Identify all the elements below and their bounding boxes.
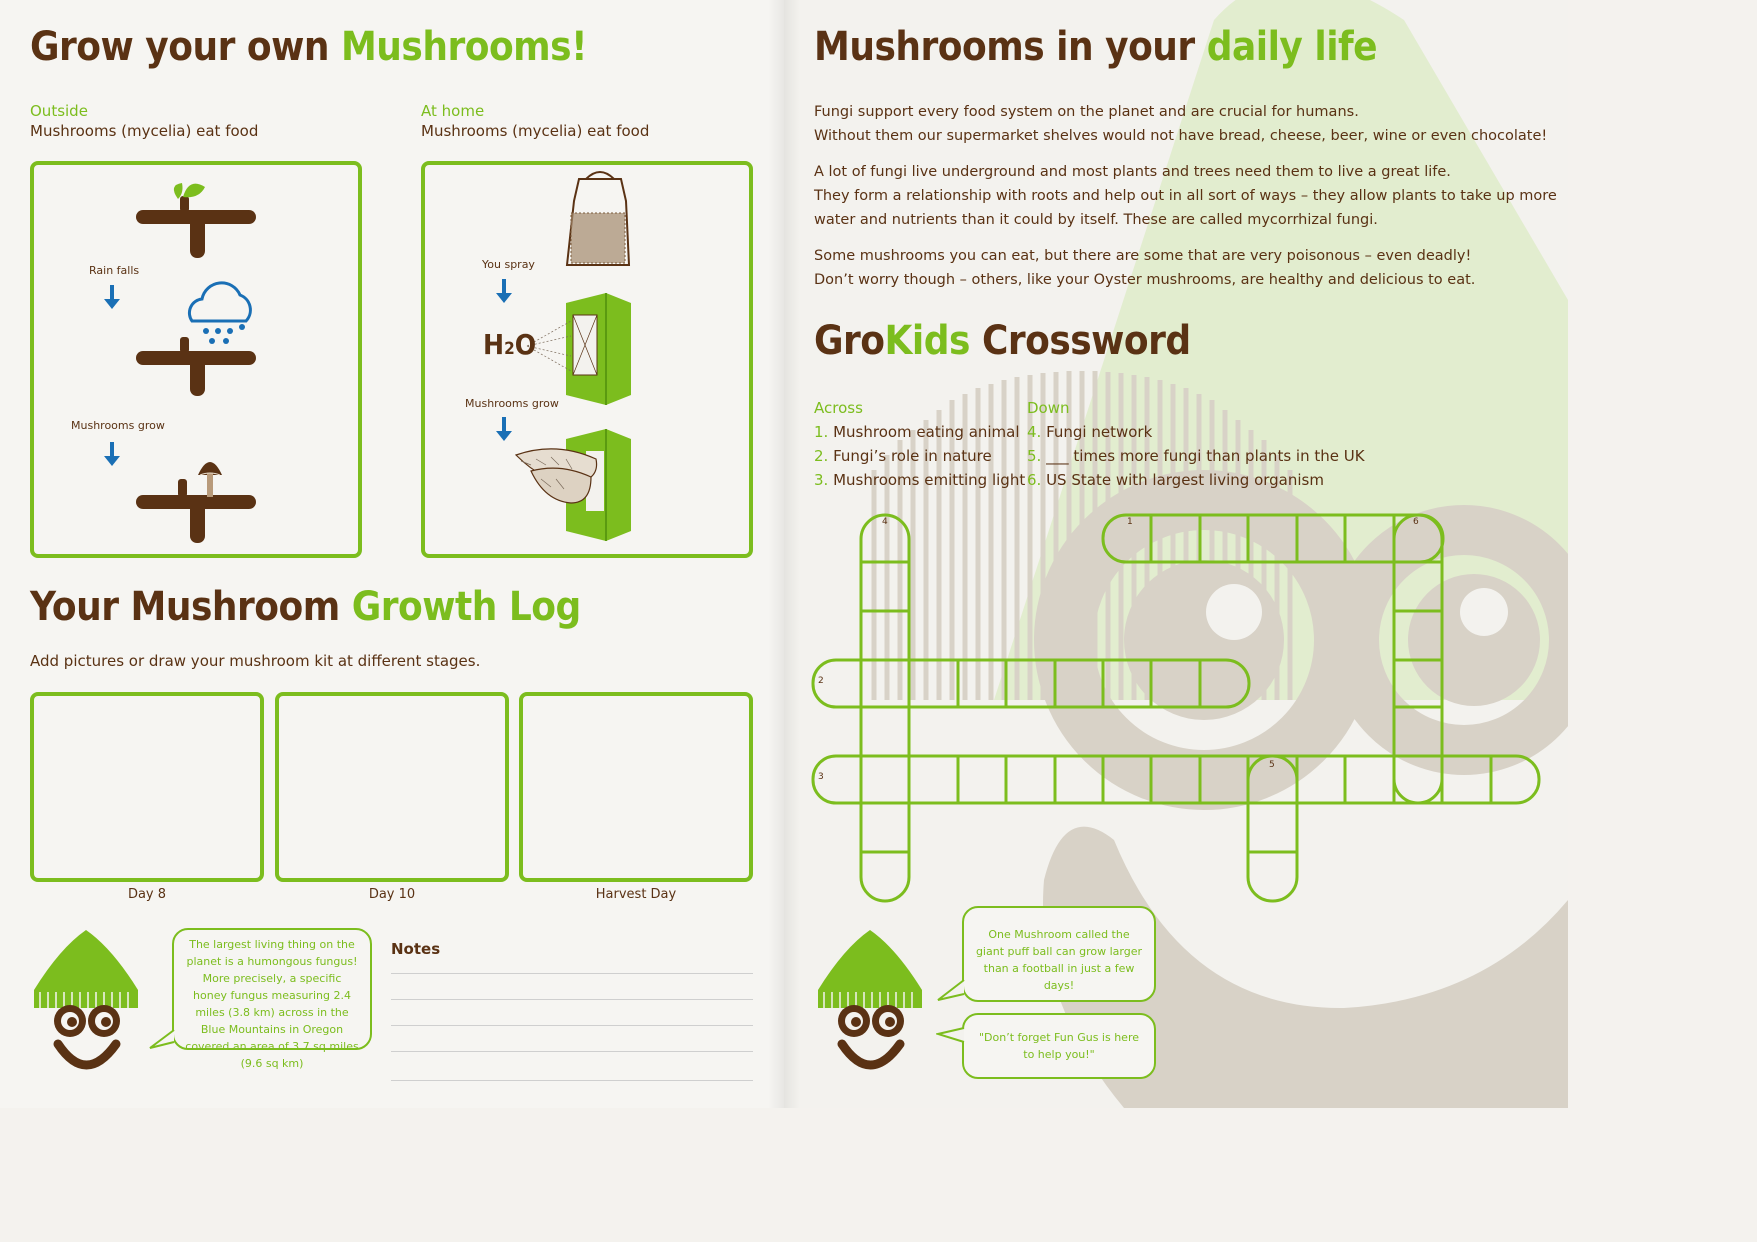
branch-icon (136, 479, 256, 543)
daily-life-title: Mushrooms in your daily life (814, 24, 1378, 70)
arrow-down-icon (496, 417, 512, 441)
notes-line[interactable] (391, 1025, 753, 1026)
outside-subtitle: Mushrooms (mycelia) eat food (30, 122, 259, 140)
bubble-tail (148, 1028, 178, 1052)
bubble-tail (936, 1024, 966, 1048)
arrow-down-icon (104, 285, 120, 309)
arrow-down-icon (496, 279, 512, 303)
clue-down-4: 4. Fungi network (1027, 423, 1153, 441)
grid-number-2: 2 (818, 676, 824, 686)
crossword-title: GroKids Crossword (814, 318, 1191, 364)
grid-number-3: 3 (818, 772, 824, 782)
log-box-day10[interactable] (275, 692, 509, 882)
paragraph-2: A lot of fungi live underground and most plants and trees need them to live a great life. They form a relationship with roots and help out in all sort of ways – they allow plants to take up more water and nutrients than it could by itself. These are called mycorrhizal fungi. (814, 164, 1557, 228)
clue-down-6: 6. US State with largest living organism (1027, 471, 1324, 489)
outside-step1-label: Rain falls (89, 264, 140, 277)
fun-gus-mascot-icon (28, 926, 148, 1086)
paragraph-1: Fungi support every food system on the planet and are crucial for humans. Without them our supermarket shelves would not have bread, cheese, beer, wine or even chocolate! (814, 104, 1548, 144)
outside-heading: Outside (30, 102, 88, 120)
notes-line[interactable] (391, 1051, 753, 1052)
notes-line[interactable] (391, 973, 753, 974)
fun-gus-bubble: "Don’t forget Fun Gus is here to help you!" (962, 1013, 1156, 1079)
grid-number-6: 6 (1413, 517, 1419, 527)
fact-bubble: The largest living thing on the planet is a humongous fungus! More precisely, a specific honey fungus measuring 2.4 miles (3.8 km) across in the Blue Mountains in Oregon covered an area of 3.7 sq miles (9.6 sq km) (172, 928, 372, 1050)
clue-across-1: 1. Mushroom eating animal (814, 423, 1020, 441)
cloud-rain-icon (189, 283, 250, 344)
sprout-icon (174, 183, 205, 199)
bubble-tail (936, 978, 966, 1002)
clue-down-5: 5. ___ times more fungi than plants in the UK (1027, 447, 1365, 465)
grow-bag-icon (567, 172, 629, 265)
log-box-harvest[interactable] (519, 692, 753, 882)
branch-icon (136, 196, 256, 258)
outside-step2-label: Mushrooms grow (71, 419, 165, 432)
log-caption-day8: Day 8 (127, 887, 167, 902)
across-heading: Across (814, 399, 863, 417)
book-gutter (768, 0, 800, 1108)
mushroom-icon (198, 462, 222, 497)
athome-step2-label: Mushrooms grow (465, 397, 559, 410)
athome-illustration (421, 161, 753, 558)
athome-step1-label: You spray (482, 258, 535, 271)
left-page (0, 0, 784, 1108)
oyster-mushroom-icon (516, 449, 597, 503)
grid-number-4: 4 (882, 517, 888, 527)
athome-heading: At home (421, 102, 485, 120)
notes-line[interactable] (391, 1080, 753, 1081)
paragraph-3: Some mushrooms you can eat, but there are some that are very poisonous – even deadly! Don’t worry though – others, like your Oyster mushrooms, are healthy and delicious to eat. (814, 248, 1476, 288)
clue-across-3: 3. Mushrooms emitting light (814, 471, 1026, 489)
grid-number-1: 1 (1127, 517, 1133, 527)
fun-gus-mascot-icon (812, 926, 932, 1086)
notes-label: Notes (391, 940, 441, 958)
puffball-bubble: One Mushroom called the giant puff ball can grow larger than a football in just a few days! (962, 906, 1156, 1002)
outside-illustration (30, 161, 362, 558)
log-box-day8[interactable] (30, 692, 264, 882)
right-page (784, 0, 1568, 1108)
log-caption-day10: Day 10 (368, 887, 416, 902)
growth-log-title: Your Mushroom Growth Log (30, 584, 581, 630)
grow-box-icon (566, 293, 631, 405)
clue-across-2: 2. Fungi’s role in nature (814, 447, 992, 465)
down-heading: Down (1027, 399, 1070, 417)
athome-subtitle: Mushrooms (mycelia) eat food (421, 122, 650, 140)
arrow-down-icon (104, 442, 120, 466)
branch-icon (136, 337, 256, 396)
growth-log-instruction: Add pictures or draw your mushroom kit at different stages. (30, 652, 481, 670)
grid-number-5: 5 (1269, 760, 1275, 770)
page-title: Grow your own Mushrooms! (30, 24, 588, 70)
h2o-label: H2O (483, 328, 537, 361)
notes-line[interactable] (391, 999, 753, 1000)
log-caption-harvest: Harvest Day (595, 887, 677, 902)
